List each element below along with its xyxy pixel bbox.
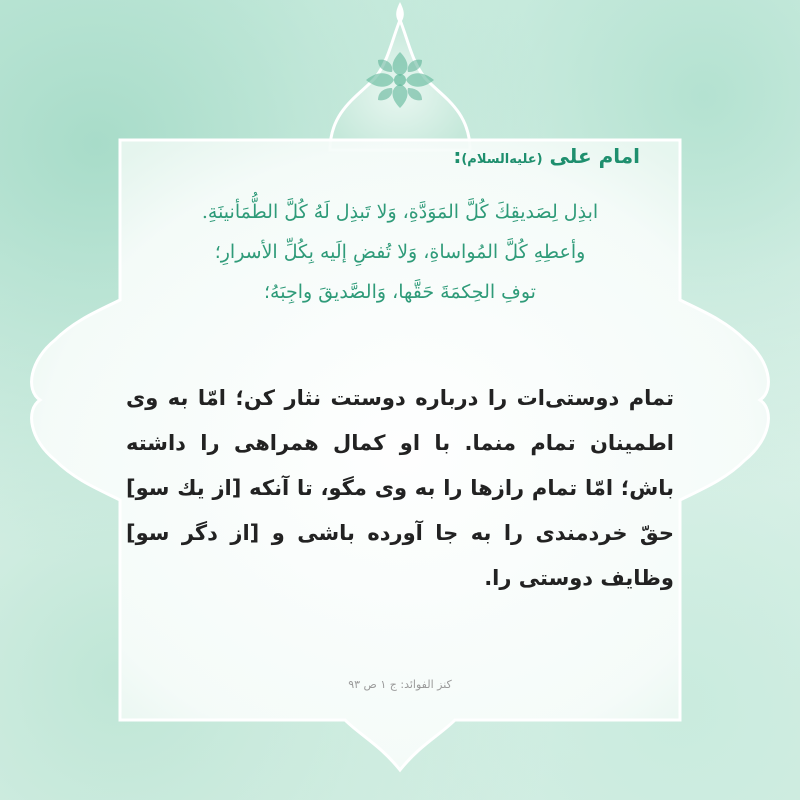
title-main: امام علی bbox=[542, 144, 640, 168]
card-content bbox=[120, 140, 680, 700]
persian-translation: تمام دوستی‌ات را درباره دوستت نثار کن؛ امّا به وی اطمینان تمام منما. با او کمال همراهی را داشته باش؛ امّا تمام رازها را به وی مگو، تا آنکه [از يك سو] حقّ خردمندی را به جا آورده باشی و [از دگر سو] وظايف دوستی را. bbox=[126, 386, 674, 590]
arabic-line-3: توفِ الحِكمَةَ حَقَّها، وَالصَّديقَ واجِبَهُ؛ bbox=[264, 281, 536, 303]
arabic-hadith bbox=[140, 192, 660, 312]
card-title bbox=[453, 144, 640, 168]
title-honorific: (علیه‌السلام) bbox=[461, 152, 543, 167]
title-colon: : bbox=[453, 144, 462, 168]
source-citation: کنز الفوائد: ج ۱ ص ۹۳ bbox=[348, 678, 452, 691]
arabic-line-1: ابذِل لِصَديقِكَ كُلَّ المَوَدَّةِ، وَلا تَبذِل لَهُ كُلَّ الطُّمَأنينَةِ. bbox=[201, 201, 599, 223]
arabic-line-2: وأعطِهِ كُلَّ المُواساةِ، وَلا تُفضِ إلَيه بِكُلِّ الأسرارِ؛ bbox=[214, 241, 586, 263]
